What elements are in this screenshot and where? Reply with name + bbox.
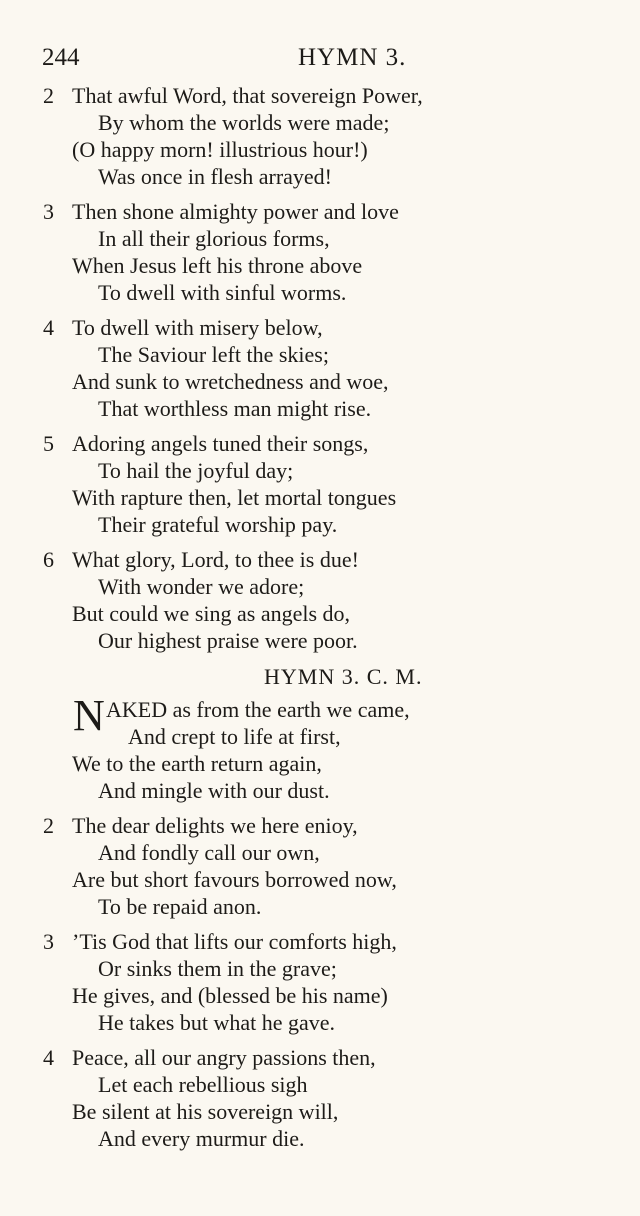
- stanza-6: [40, 546, 520, 654]
- stanza-2: [40, 82, 520, 190]
- stanza-line: When Jesus left his throne above: [72, 253, 363, 278]
- stanza-number: 4: [43, 1045, 54, 1070]
- stanza-line: And sunk to wretchedness and woe,: [72, 369, 389, 394]
- stanza-3: [40, 198, 520, 306]
- drop-cap: N: [73, 691, 105, 740]
- stanza-line: To hail the joyful day;: [98, 458, 294, 483]
- stanza-line: To dwell with sinful worms.: [98, 280, 347, 305]
- stanza-line: With rapture then, let mortal tongues: [72, 485, 397, 510]
- page-header: [42, 44, 580, 78]
- stanza-2: [40, 812, 520, 920]
- stanza-line: With wonder we adore;: [98, 574, 305, 599]
- stanza-4: [40, 314, 520, 422]
- stanza-line: Let each rebellious sigh: [98, 1072, 308, 1097]
- stanza-line: 3 Then shone almighty power and love: [43, 199, 399, 224]
- stanza-3: [40, 928, 520, 1036]
- stanza-number: 3: [43, 929, 54, 954]
- stanza-line: 6 What glory, Lord, to thee is due!: [43, 547, 359, 572]
- stanza-line: Was once in flesh arrayed!: [98, 164, 333, 189]
- stanza-line: Their grateful worship pay.: [98, 512, 338, 537]
- stanza-line: 4 Peace, all our angry passions then,: [43, 1045, 376, 1070]
- stanza-number: 2: [43, 813, 54, 838]
- stanza-line: By whom the worlds were made;: [98, 110, 390, 135]
- stanza-line: In all their glorious forms,: [98, 226, 330, 251]
- page-number: 244: [42, 44, 80, 71]
- stanza-line: And mingle with our dust.: [98, 778, 330, 803]
- stanza-number: 2: [43, 83, 54, 108]
- stanza-number: 3: [43, 199, 54, 224]
- stanza-line: Our highest praise were poor.: [98, 628, 358, 653]
- stanza-4: [40, 1044, 520, 1152]
- stanza-5: [40, 430, 520, 538]
- running-title: HYMN 3.: [298, 44, 407, 71]
- stanza-line: He takes but what he gave.: [98, 1010, 336, 1035]
- stanza-1: [40, 691, 520, 804]
- stanza-line: (O happy morn! illustrious hour!): [72, 137, 368, 162]
- stanza-line: And crept to life at first,: [128, 724, 341, 749]
- stanza-line: N AKED as from the earth we came,: [73, 691, 410, 740]
- stanza-line: And every murmur die.: [98, 1126, 305, 1151]
- stanza-line: 3 ’Tis God that lifts our comforts high,: [43, 929, 397, 954]
- hymn-title: HYMN 3. C. M.: [264, 664, 423, 689]
- stanza-line: To be repaid anon.: [98, 894, 262, 919]
- stanza-line: We to the earth return again,: [72, 751, 322, 776]
- stanza-line: 4 To dwell with misery below,: [43, 315, 323, 340]
- stanza-line: 2 The dear delights we here enioy,: [43, 813, 358, 838]
- stanza-line: Or sinks them in the grave;: [98, 956, 337, 981]
- stanza-number: 4: [43, 315, 54, 340]
- stanza-line: 2 That awful Word, that sovereign Power,: [43, 83, 423, 108]
- stanza-line: And fondly call our own,: [98, 840, 320, 865]
- stanza-line: He gives, and (blessed be his name): [72, 983, 388, 1008]
- stanza-line: The Saviour left the skies;: [98, 342, 329, 367]
- stanza-number: 5: [43, 431, 54, 456]
- stanza-line: That worthless man might rise.: [98, 396, 372, 421]
- stanza-line: But could we sing as angels do,: [72, 601, 351, 626]
- hymn-3-stanzas: [40, 812, 520, 1152]
- stanza-line: Be silent at his sovereign will,: [72, 1099, 339, 1124]
- hymn-2-stanzas: [40, 82, 520, 654]
- page-content: [40, 82, 520, 1160]
- stanza-line: Are but short favours borrowed now,: [72, 867, 397, 892]
- stanza-line: 5 Adoring angels tuned their songs,: [43, 431, 369, 456]
- stanza-number: 6: [43, 547, 54, 572]
